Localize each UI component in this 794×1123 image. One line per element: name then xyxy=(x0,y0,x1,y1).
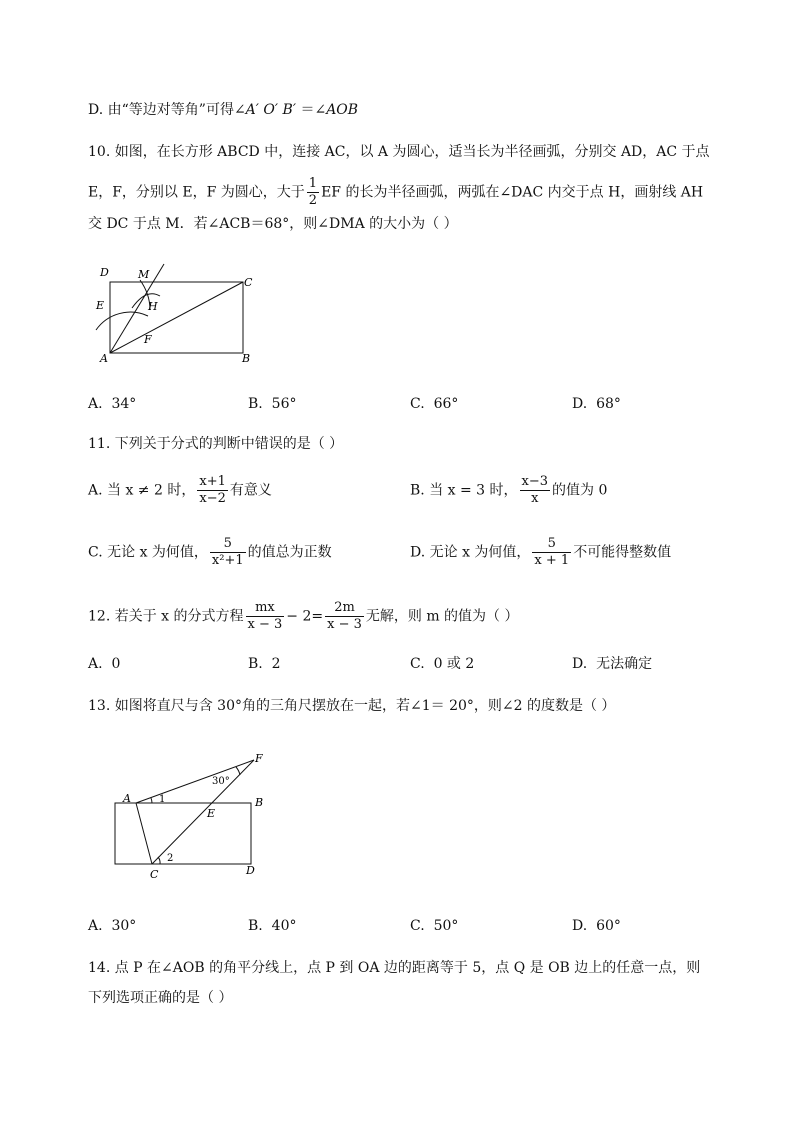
q10-line2-post: EF 的长为半径画弧，两弧在∠DAC 内交于点 H，画射线 AH xyxy=(321,184,704,201)
q11a-pre: A. 当 x ≠ 2 时， xyxy=(88,482,196,499)
option-letter: D. xyxy=(572,396,588,412)
option-text: 40° xyxy=(271,918,297,934)
option-text: 60° xyxy=(596,918,621,934)
q14-stem-line2: 下列选项正确的是（ ） xyxy=(88,990,233,1006)
label-B: B xyxy=(255,796,264,809)
q11a-post: 有意义 xyxy=(229,482,272,499)
q12-frac1-num: mx xyxy=(255,600,275,615)
option-letter: C. xyxy=(410,918,425,934)
q11c-post: 的值总为正数 xyxy=(247,544,332,561)
q9d-aob: AOB xyxy=(326,102,359,118)
q11-option-d xyxy=(410,536,671,569)
label-C: C xyxy=(150,868,159,881)
q10-figure xyxy=(88,258,268,368)
q11-option-c xyxy=(88,536,332,569)
q13-stem: 13. 如图将直尺与含 30°角的三角尺摆放在一起，若∠1＝ 20°，则∠2 的度数是（ ） xyxy=(88,698,616,714)
q11b-fraction xyxy=(520,474,551,507)
q12-option-a xyxy=(88,654,120,674)
q11-option-b xyxy=(410,474,607,507)
option-letter: A. xyxy=(88,656,103,672)
label-A: A xyxy=(100,352,108,365)
option-letter: C. xyxy=(410,656,425,672)
angle-30-arc xyxy=(236,767,240,775)
q10-option-c xyxy=(410,394,458,414)
option-letter: B. xyxy=(248,918,263,934)
q10-frac-num: 1 xyxy=(308,176,318,191)
label-M: M xyxy=(138,268,150,281)
q11d-pre: D. 无论 x 为何值， xyxy=(410,544,531,561)
q11a-den: x−2 xyxy=(199,491,226,506)
angle-1-arc xyxy=(151,798,152,803)
option-letter: C. xyxy=(410,396,425,412)
q12-option-b xyxy=(248,654,281,674)
q12-frac2-den: x − 3 xyxy=(327,617,362,632)
diagonal-ac xyxy=(110,282,243,353)
q10-stem-line2 xyxy=(88,176,703,209)
q11c-num: 5 xyxy=(223,536,232,551)
label-D: D xyxy=(246,864,255,877)
option-text: 34° xyxy=(111,396,137,412)
q12-frac2-num: 2m xyxy=(334,600,355,615)
label-B: B xyxy=(242,352,251,365)
q12-fraction-1 xyxy=(246,600,285,633)
option-letter: A. xyxy=(88,396,103,412)
q11b-pre: B. 当 x = 3 时， xyxy=(410,482,518,499)
label-H: H xyxy=(148,300,158,313)
arc-ef xyxy=(96,312,148,330)
q11d-post: 不可能得整数值 xyxy=(573,544,672,561)
q12-option-d xyxy=(572,654,652,674)
option-text: 68° xyxy=(596,396,621,412)
q11b-post: 的值为 0 xyxy=(552,482,608,499)
q11c-den: x²+1 xyxy=(211,553,244,568)
label-F: F xyxy=(255,752,263,765)
q9d-b-prime: B′ xyxy=(282,102,296,118)
triangle-side-ac xyxy=(136,803,152,864)
q9-option-d xyxy=(88,100,358,120)
q9d-suffix: ＝∠ xyxy=(296,102,327,118)
option-text: 66° xyxy=(433,396,459,412)
q11d-den: x + 1 xyxy=(534,553,570,568)
q13-option-b xyxy=(248,916,296,936)
option-letter: D. xyxy=(572,918,588,934)
option-letter: D. xyxy=(572,656,588,672)
q10-fraction xyxy=(307,176,319,209)
option-text: 0 xyxy=(111,656,121,672)
label-C: C xyxy=(244,276,253,289)
q13-option-c xyxy=(410,916,458,936)
option-text: 30° xyxy=(111,918,137,934)
q14-stem-line1: 14. 点 P 在∠AOB 的角平分线上，点 P 到 OA 边的距离等于 5，点 Q 是 OB 边上的任意一点，则 xyxy=(88,960,701,976)
q13-figure xyxy=(110,748,280,883)
option-text: 无法确定 xyxy=(596,656,653,672)
label-E: E xyxy=(96,299,105,312)
q10-option-a xyxy=(88,394,136,414)
label-A: A xyxy=(123,792,131,805)
q12-option-c xyxy=(410,654,474,674)
option-text: 50° xyxy=(433,918,459,934)
q10-frac-den: 2 xyxy=(308,193,318,208)
q9d-a-prime: A′ xyxy=(245,102,259,118)
q12-mid: − 2= xyxy=(286,608,324,625)
q11a-fraction xyxy=(197,474,228,507)
angle-2-arc xyxy=(158,857,160,864)
option-text: 2 xyxy=(271,656,281,672)
q12-post: 无解，则 m 的值为（ ） xyxy=(365,608,519,625)
q12-frac1-den: x − 3 xyxy=(247,617,283,632)
q13-option-d xyxy=(572,916,621,936)
q9d-o-prime: O′ xyxy=(263,102,279,118)
q11d-fraction xyxy=(532,536,571,569)
q12-stem xyxy=(88,600,519,633)
q11c-fraction xyxy=(210,536,246,569)
label-1: 1 xyxy=(159,794,166,805)
q12-pre: 12. 若关于 x 的分式方程 xyxy=(88,608,244,625)
q11a-num: x+1 xyxy=(199,474,226,489)
option-text: 0 或 2 xyxy=(433,656,475,672)
q11b-den: x xyxy=(520,490,551,507)
label-E: E xyxy=(207,807,216,820)
q10-stem-line1: 10. 如图，在长方形 ABCD 中，连接 AC，以 A 为圆心，适当长为半径画弧，分别交 AD，AC 于点 xyxy=(88,144,710,160)
label-F: F xyxy=(144,333,152,346)
q10-option-d xyxy=(572,394,621,414)
q11-stem: 11. 下列关于分式的判断中错误的是（ ） xyxy=(88,436,344,452)
q11d-num: 5 xyxy=(547,536,556,551)
q10-stem-line3: 交 DC 于点 M．若∠ACB＝68°，则∠DMA 的大小为（ ） xyxy=(88,216,458,232)
option-text: 56° xyxy=(271,396,297,412)
q11c-pre: C. 无论 x 为何值， xyxy=(88,544,208,561)
triangle-side-cf xyxy=(152,760,254,864)
q11-option-a xyxy=(88,474,272,507)
q11b-num: x−3 xyxy=(521,474,549,489)
label-30: 30° xyxy=(212,776,230,787)
q9d-prefix: D. 由“等边对等角”可得∠ xyxy=(88,102,246,118)
q12-fraction-2 xyxy=(325,600,364,633)
option-letter: B. xyxy=(248,656,263,672)
q10-option-b xyxy=(248,394,296,414)
option-letter: A. xyxy=(88,918,103,934)
label-D: D xyxy=(100,266,109,279)
option-letter: B. xyxy=(248,396,263,412)
label-2: 2 xyxy=(167,853,174,864)
triangle-side-af xyxy=(136,760,254,803)
q10-line2-pre: E，F，分别以 E，F 为圆心，大于 xyxy=(88,184,305,201)
ruler xyxy=(115,803,251,864)
q13-option-a xyxy=(88,916,136,936)
